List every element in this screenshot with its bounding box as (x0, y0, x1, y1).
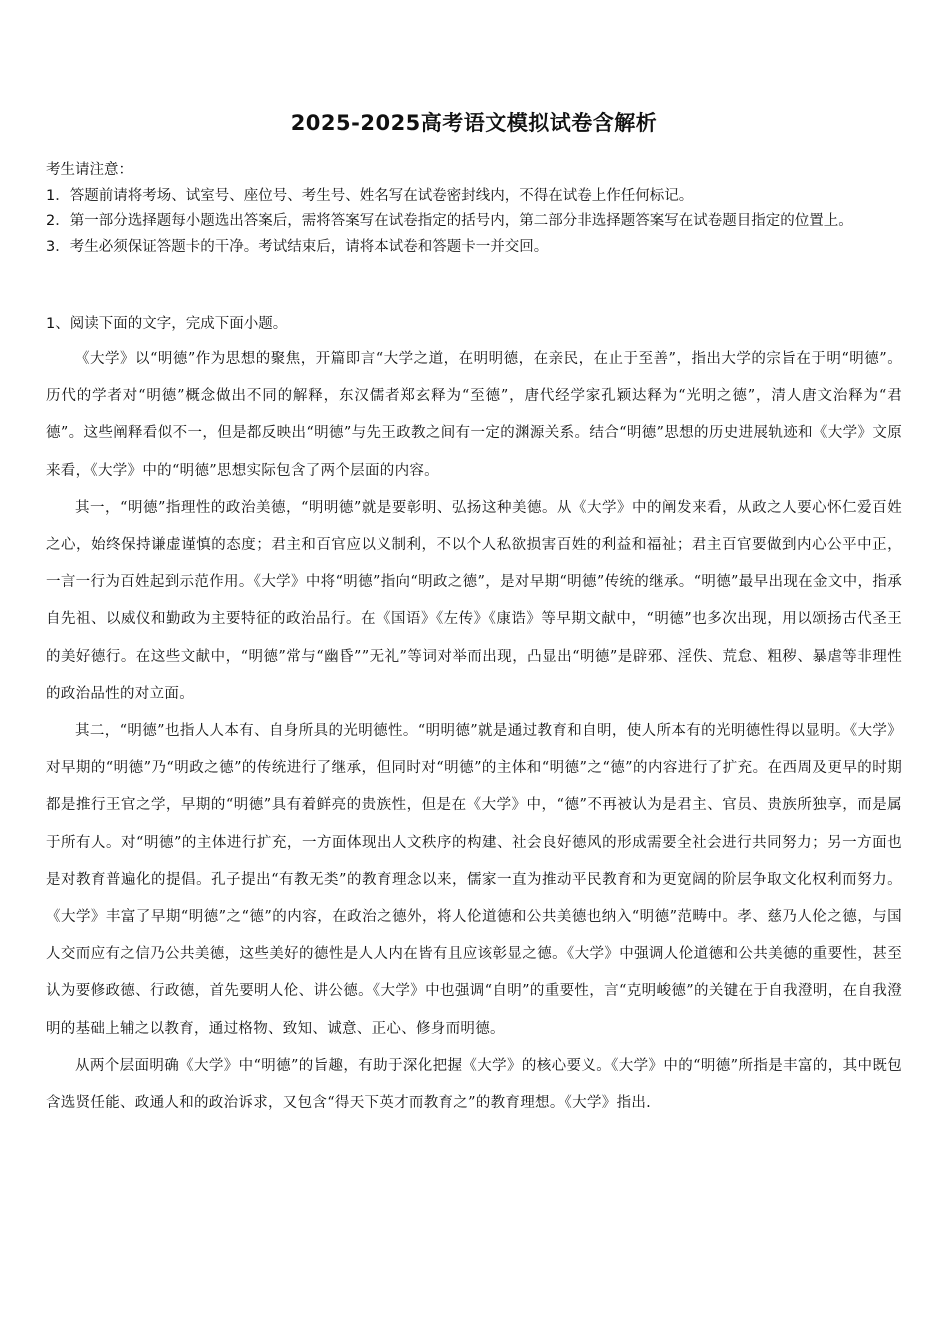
passage-paragraph: 其一，“明德”指理性的政治美德，“明明德”就是要彰明、弘扬这种美德。从《大学》中的阐发来看，从政之人要心怀仁爱百姓之心，始终保持谦虚谨慎的态度；君主和百官应以义制利，不以个人私欲损害百姓的利益和福祉；君主百官要做到内心公平中正，一言一行为百姓起到示范作用。《大学》中将“明德”指向“明政之德”，是对早期“明德”传统的继承。“明德”最早出现在金文中，指承自先祖、以威仪和勤政为主要特征的政治品行。在《国语》《左传》《康诰》等早期文献中，“明德”也多次出现，用以颂扬古代圣王的美好德行。在这些文献中，“明德”常与“幽昏””无礼”等词对举而出现，凸显出“明德”是辟邪、淫佚、荒怠、粗秽、暴虐等非理性的政治品性的对立面。 (46, 499, 902, 702)
notice-heading: 考生请注意： (46, 162, 133, 178)
candidate-notice (46, 158, 902, 260)
notice-item: 1．答题前请将考场、试室号、座位号、考生号、姓名写在试卷密封线内，不得在试卷上作任何标记。 (46, 187, 694, 204)
passage-paragraph: 其二，“明德”也指人人本有、自身所具的光明德性。“明明德”就是通过教育和自明，使人所本有的光明德性得以显明。《大学》对早期的“明德”乃“明政之德”的传统进行了继承，但同时对“明德”的主体和“明德”之“德”的内容进行了扩充。在西周及更早的时期都是推行王官之学，早期的“明德”具有着鲜亮的贵族性，但是在《大学》中，“德”不再被认为是君主、官员、贵族所独享，而是属于所有人。对“明德”的主体进行扩充，一方面体现出人文秩序的构建、社会良好德风的形成需要全社会进行共同努力；另一方面也是对教育普遍化的提倡。孔子提出“有教无类”的教育理念以来，儒家一直为推动平民教育和为更宽阔的阶层争取文化权利而努力。《大学》丰富了早期“明德”之“德”的内容，在政治之德外，将人伦道德和公共美德也纳入“明德”范畴中。孝、慈乃人伦之德，与国人交而应有之信乃公共美德，这些美好的德性是人人内在皆有且应该彰显之德。《大学》中强调人伦道德和公共美德的重要性，甚至认为要修政德、行政德，首先要明人伦、讲公德。《大学》中也强调“自明”的重要性，言“克明峻德”的关键在于自我澄明，在自我澄明的基础上辅之以教育，通过格物、致知、诚意、正心、修身而明德。 (46, 723, 902, 1037)
notice-item: 3．考生必须保证答题卡的干净。考试结束后，请将本试卷和答题卡一并交回。 (46, 238, 549, 255)
exam-title: 2025-2025高考语文模拟试卷含解析 (290, 111, 658, 135)
reading-passage (46, 341, 902, 1122)
notice-item: 2．第一部分选择题每小题选出答案后，需将答案写在试卷指定的括号内，第二部分非选择题答案写在试卷题目指定的位置上。 (46, 213, 853, 229)
passage-paragraph: 《大学》以“明德”作为思想的聚焦，开篇即言“大学之道，在明明德，在亲民，在止于至善”，指出大学的宗旨在于明“明德”。 历代的学者对“明德”概念做出不同的解释，东汉儒者郑玄释为“至德”，唐代经学家孔颖达释为“光明之德”，清人唐文治释为“君德”。这些阐释看似不一，但是都反映出“明德”与先王政教之间有一定的渊源关系。结合“明德”思想的历史进展轨迹和《大学》文原来看，《大学》中的“明德”思想实际包含了两个层面的内容。 (46, 351, 902, 479)
passage-paragraph: 从两个层面明确《大学》中“明德”的旨趣，有助于深化把握《大学》的核心要义。《大学》中的“明德”所指是丰富的，其中既包含选贤任能、政通人和的政治诉求，又包含“得天下英才而教育之”的教育理想。《大学》指出. (46, 1057, 902, 1112)
question-prompt: 1、阅读下面的文字，完成下面小题。 (46, 316, 288, 332)
